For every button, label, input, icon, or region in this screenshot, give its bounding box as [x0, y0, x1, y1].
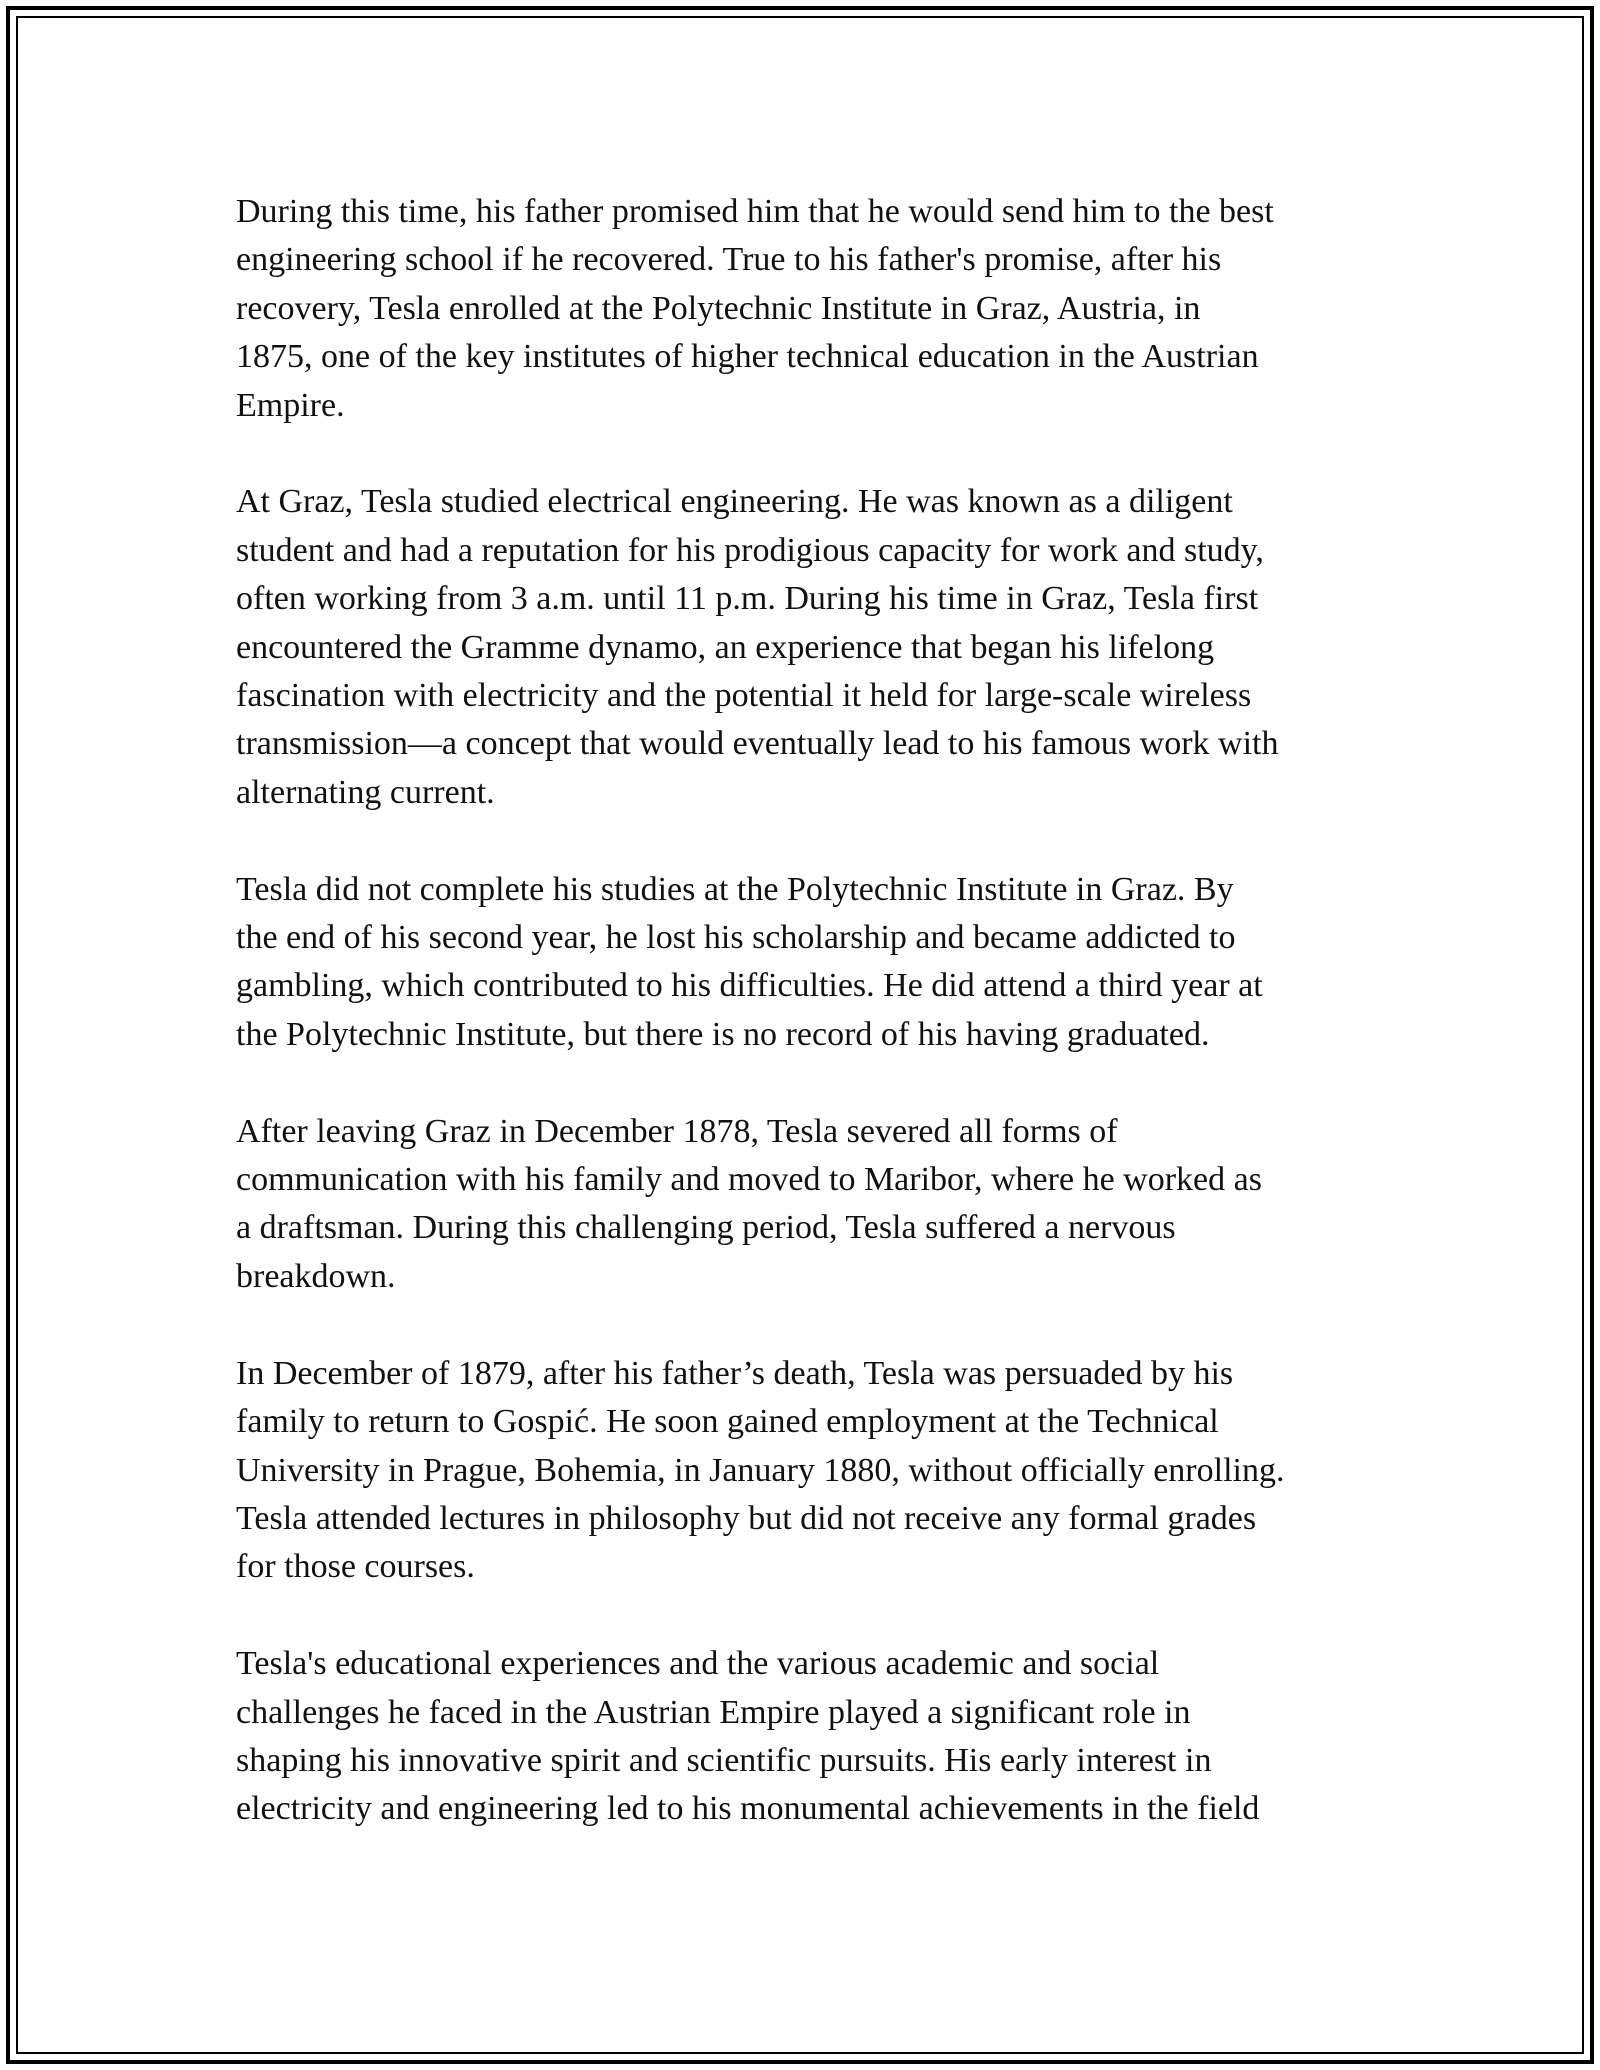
paragraph-incomplete-studies: Tesla did not complete his studies at the Polytechnic Institute in Graz. By the end of his second year, he lost his scholarship and became addicted to gambling, which contributed to his difficulties. He did attend a third year at the Polytechnic Institute, but there is no record of his having graduated.	[236, 870, 1263, 1053]
paragraph-graz-studies: At Graz, Tesla studied electrical engineering. He was known as a diligent student and had a reputation for his prodigious capacity for work and study, often working from 3 a.m. until 11 p.m. During his time in Graz, Tesla first encountered the Gramme dynamo, an experience that began his lifelong fascination with electricity and the potential it held for large-scale wireless transmission—a concept that would eventually lead to his famous work with alternating current.	[236, 483, 1279, 811]
paragraph-maribor: After leaving Graz in December 1878, Tesla severed all forms of communication with his family and moved to Maribor, where he worked as a draftsman. During this challenging period, Tesla suffered a nervous breakdown.	[236, 1112, 1262, 1295]
paragraph-legacy: Tesla's educational experiences and the various academic and social challenges he faced in the Austrian Empire played a significant role in shaping his innovative spirit and scientific pursuits. His early interest in electricity and engineering led to his monumental achievements in the field	[236, 1645, 1260, 1828]
paragraph-graz-enrollment: During this time, his father promised him that he would send him to the best engineering school if he recovered. True to his father's promise, after his recovery, Tesla enrolled at the Polytechnic Institute in Graz, Austria, in 1875, one of the key institutes of higher technical education in the Austrian Empire.	[236, 193, 1274, 424]
paragraph-prague: In December of 1879, after his father’s death, Tesla was persuaded by his family to return to Gospić. He soon gained employment at the Technical University in Prague, Bohemia, in January 1880, without officially enrolling. Tesla attended lectures in philosophy but did not receive any formal grades for those courses.	[236, 1354, 1285, 1586]
document-body	[236, 188, 1376, 1882]
